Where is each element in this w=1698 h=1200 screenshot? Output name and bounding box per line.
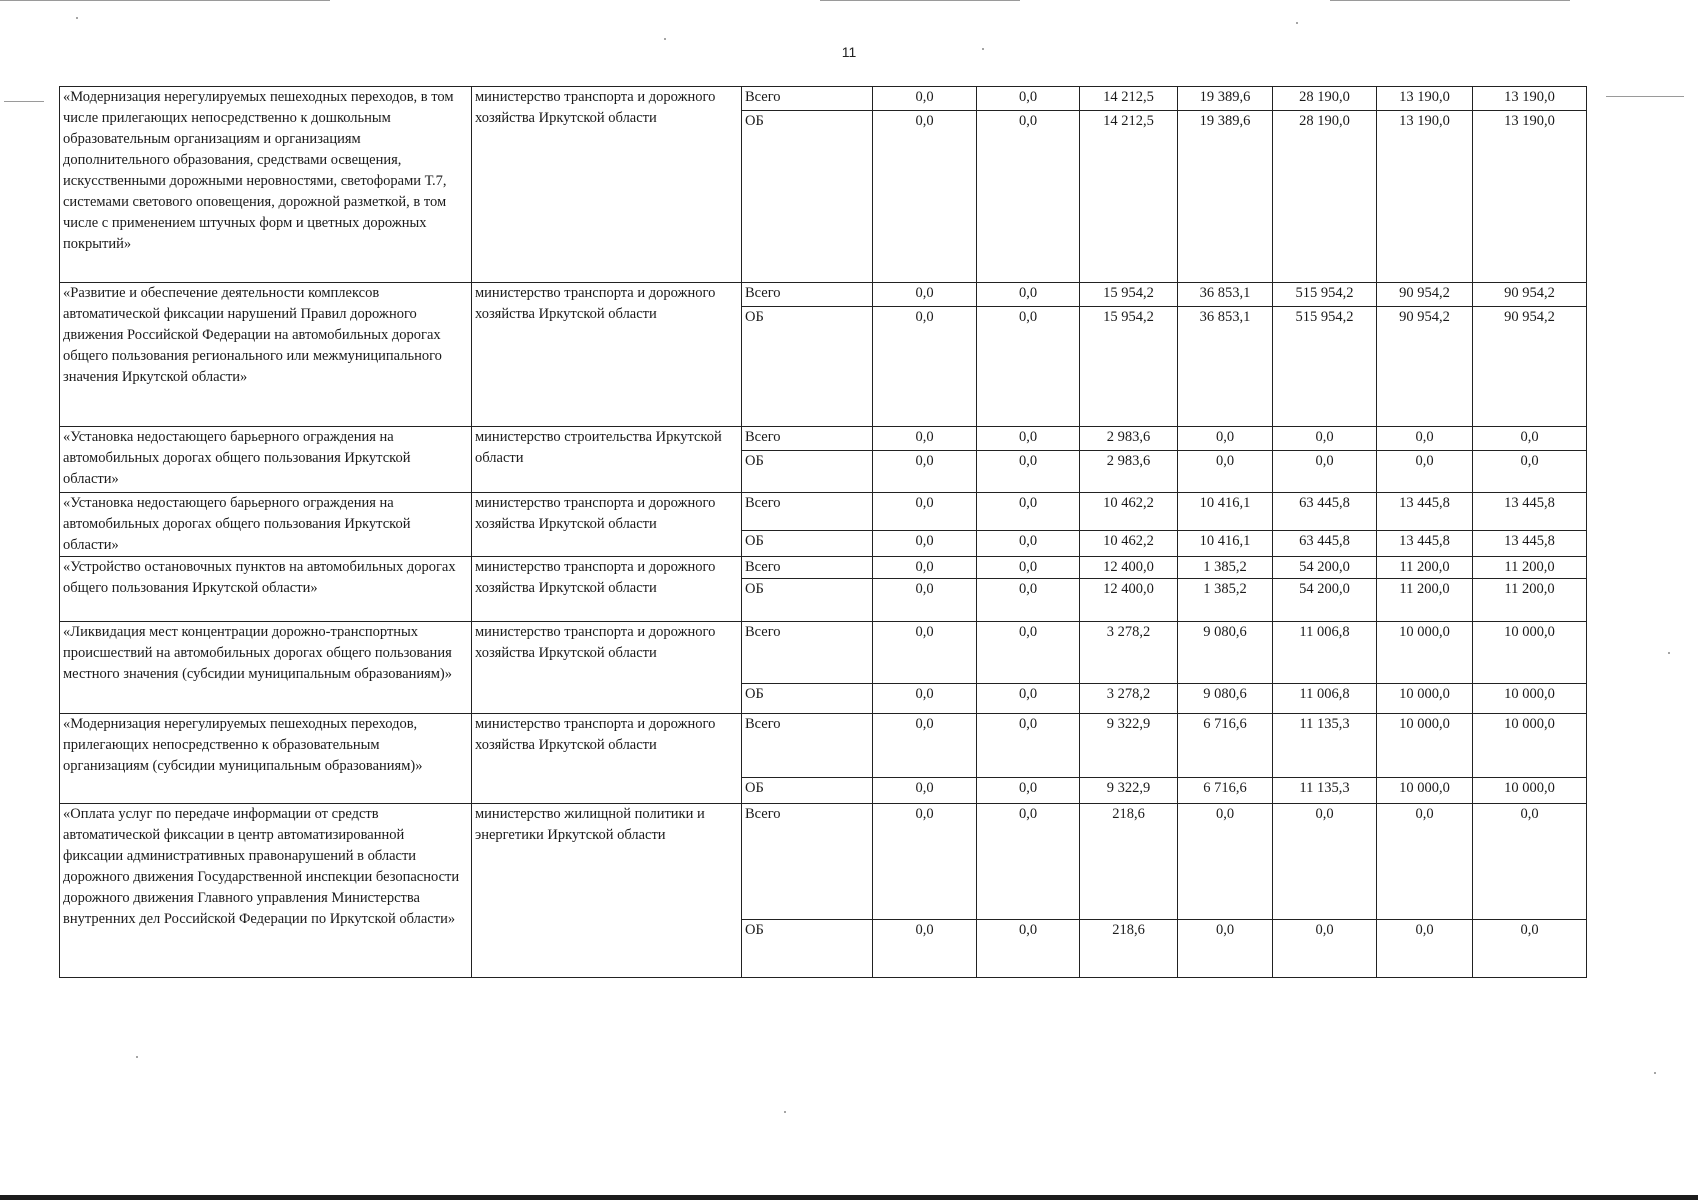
value-cell: 3 278,2 [1080,622,1178,684]
table-row [60,87,1587,111]
value-cell: 10 000,0 [1473,778,1587,804]
page-number: 11 [841,44,857,60]
value-cell: 12 400,0 [1080,557,1178,579]
value-cell: 10 000,0 [1473,714,1587,778]
value-cell: 515 954,2 [1273,307,1377,427]
responsible-executor-cell: министерство жилищной политики и энергетики Иркутской области [472,804,742,978]
value-cell: 13 190,0 [1377,87,1473,111]
funding-source-ob: ОБ [742,778,873,804]
value-cell: 13 445,8 [1377,531,1473,557]
value-cell: 0,0 [977,684,1080,714]
value-cell: 13 445,8 [1473,493,1587,531]
scan-dot [784,1111,786,1113]
value-cell: 1 385,2 [1178,579,1273,622]
value-cell: 0,0 [1273,804,1377,920]
value-cell: 3 278,2 [1080,684,1178,714]
value-cell: 0,0 [873,87,977,111]
funding-source-ob: ОБ [742,111,873,283]
measure-name-cell: «Оплата услуг по передаче информации от средств автоматической фиксации в центр автоматизированной фиксации административных правонарушений в области дорожного движения Государственной инспекции безопасности дорожного движения Главного управления Министерства внутренних дел Российской Федерации по Иркутской области» [60,804,472,978]
value-cell: 0,0 [1178,804,1273,920]
funding-source-ob: ОБ [742,684,873,714]
table-row [60,283,1587,307]
value-cell: 0,0 [873,111,977,283]
value-cell: 0,0 [873,557,977,579]
table-row [60,493,1587,531]
scan-dot [1668,652,1670,654]
value-cell: 19 389,6 [1178,111,1273,283]
value-cell: 0,0 [977,579,1080,622]
value-cell: 10 000,0 [1473,684,1587,714]
measure-name-cell: «Развитие и обеспечение деятельности комплексов автоматической фиксации нарушений Правил дорожного движения Российской Федерации на автомобильных дорогах общего пользования регионального или межмуниципального значения Иркутской области» [60,283,472,427]
table-row [60,804,1587,920]
value-cell: 15 954,2 [1080,307,1178,427]
value-cell: 0,0 [1273,451,1377,493]
value-cell: 90 954,2 [1377,283,1473,307]
value-cell: 515 954,2 [1273,283,1377,307]
measure-name-cell: «Модернизация нерегулируемых пешеходных переходов, в том числе прилегающих непосредственно к дошкольным образовательным организациям и организациям дополнительного образования, средствами освещения, искусственными дорожными неровностями, светофорами Т.7, системами светового оповещения, дорожной разметкой, в том числе с применением штучных форм и цветных дорожных покрытий» [60,87,472,283]
responsible-executor-cell: министерство транспорта и дорожного хозяйства Иркутской области [472,87,742,283]
value-cell: 0,0 [873,531,977,557]
value-cell: 0,0 [1273,427,1377,451]
funding-source-ob: ОБ [742,920,873,978]
value-cell: 0,0 [977,111,1080,283]
measure-name-cell: «Установка недостающего барьерного ограждения на автомобильных дорогах общего пользования Иркутской области» [60,493,472,557]
value-cell: 0,0 [1377,920,1473,978]
table-row [60,557,1587,579]
value-cell: 0,0 [977,557,1080,579]
value-cell: 10 000,0 [1473,622,1587,684]
value-cell: 0,0 [873,493,977,531]
value-cell: 6 716,6 [1178,714,1273,778]
value-cell: 218,6 [1080,804,1178,920]
value-cell: 11 135,3 [1273,714,1377,778]
value-cell: 11 135,3 [1273,778,1377,804]
funding-source-ob: ОБ [742,451,873,493]
value-cell: 54 200,0 [1273,557,1377,579]
scan-dot [1654,1072,1656,1074]
funding-source-total: Всего [742,283,873,307]
value-cell: 0,0 [977,427,1080,451]
responsible-executor-cell: министерство строительства Иркутской области [472,427,742,493]
scan-dot [1296,22,1298,24]
value-cell: 0,0 [977,531,1080,557]
value-cell: 0,0 [873,451,977,493]
scan-dot [664,38,666,40]
value-cell: 28 190,0 [1273,87,1377,111]
value-cell: 10 000,0 [1377,622,1473,684]
measure-name-cell: «Ликвидация мест концентрации дорожно-транспортных происшествий на автомобильных дорогах общего пользования местного значения (субсидии муниципальным образованиям)» [60,622,472,714]
responsible-executor-cell: министерство транспорта и дорожного хозяйства Иркутской области [472,622,742,714]
value-cell: 0,0 [977,283,1080,307]
value-cell: 13 445,8 [1377,493,1473,531]
funding-source-ob: ОБ [742,531,873,557]
value-cell: 10 416,1 [1178,531,1273,557]
scan-bottom-edge [0,1195,1698,1200]
value-cell: 54 200,0 [1273,579,1377,622]
value-cell: 0,0 [977,714,1080,778]
value-cell: 0,0 [1473,451,1587,493]
measure-name-cell: «Установка недостающего барьерного ограждения на автомобильных дорогах общего пользования Иркутской области» [60,427,472,493]
value-cell: 63 445,8 [1273,531,1377,557]
value-cell: 0,0 [873,427,977,451]
value-cell: 14 212,5 [1080,111,1178,283]
value-cell: 9 080,6 [1178,684,1273,714]
value-cell: 10 462,2 [1080,531,1178,557]
scan-mark [1606,96,1684,97]
value-cell: 1 385,2 [1178,557,1273,579]
value-cell: 9 322,9 [1080,778,1178,804]
responsible-executor-cell: министерство транспорта и дорожного хозяйства Иркутской области [472,283,742,427]
scan-mark [1330,0,1570,1]
funding-source-total: Всего [742,493,873,531]
value-cell: 11 006,8 [1273,622,1377,684]
scan-mark [820,0,1020,1]
table-row [60,427,1587,451]
value-cell: 19 389,6 [1178,87,1273,111]
value-cell: 0,0 [977,493,1080,531]
value-cell: 13 190,0 [1473,87,1587,111]
funding-source-total: Всего [742,557,873,579]
scan-mark [0,0,330,1]
value-cell: 2 983,6 [1080,451,1178,493]
measure-name-cell: «Модернизация нерегулируемых пешеходных переходов, прилегающих непосредственно к образовательным организациям (субсидии муниципальным образованиям)» [60,714,472,804]
responsible-executor-cell: министерство транспорта и дорожного хозяйства Иркутской области [472,714,742,804]
value-cell: 0,0 [1473,427,1587,451]
funding-source-total: Всего [742,622,873,684]
value-cell: 0,0 [873,920,977,978]
value-cell: 0,0 [977,622,1080,684]
budget-table [59,86,1587,978]
value-cell: 0,0 [873,714,977,778]
value-cell: 11 006,8 [1273,684,1377,714]
value-cell: 10 462,2 [1080,493,1178,531]
funding-source-total: Всего [742,804,873,920]
value-cell: 13 445,8 [1473,531,1587,557]
measure-name-cell: «Устройство остановочных пунктов на автомобильных дорогах общего пользования Иркутской области» [60,557,472,622]
funding-source-total: Всего [742,427,873,451]
value-cell: 0,0 [873,684,977,714]
responsible-executor-cell: министерство транспорта и дорожного хозяйства Иркутской области [472,557,742,622]
value-cell: 0,0 [873,283,977,307]
value-cell: 0,0 [1178,427,1273,451]
value-cell: 9 322,9 [1080,714,1178,778]
scan-mark [4,101,44,102]
value-cell: 10 000,0 [1377,714,1473,778]
value-cell: 0,0 [1473,804,1587,920]
value-cell: 0,0 [977,920,1080,978]
value-cell: 90 954,2 [1473,283,1587,307]
value-cell: 0,0 [977,451,1080,493]
value-cell: 90 954,2 [1473,307,1587,427]
value-cell: 10 000,0 [1377,684,1473,714]
value-cell: 0,0 [977,778,1080,804]
value-cell: 0,0 [1273,920,1377,978]
value-cell: 13 190,0 [1377,111,1473,283]
value-cell: 0,0 [873,778,977,804]
funding-source-total: Всего [742,714,873,778]
table-row [60,622,1587,684]
value-cell: 0,0 [1377,804,1473,920]
value-cell: 90 954,2 [1377,307,1473,427]
scan-dot [76,17,78,19]
value-cell: 0,0 [1377,427,1473,451]
value-cell: 28 190,0 [1273,111,1377,283]
value-cell: 2 983,6 [1080,427,1178,451]
value-cell: 10 000,0 [1377,778,1473,804]
value-cell: 0,0 [1473,920,1587,978]
value-cell: 0,0 [977,307,1080,427]
value-cell: 0,0 [977,87,1080,111]
value-cell: 11 200,0 [1473,557,1587,579]
value-cell: 11 200,0 [1473,579,1587,622]
value-cell: 6 716,6 [1178,778,1273,804]
scan-dot [982,48,984,50]
value-cell: 0,0 [1178,920,1273,978]
value-cell: 0,0 [873,622,977,684]
value-cell: 12 400,0 [1080,579,1178,622]
responsible-executor-cell: министерство транспорта и дорожного хозяйства Иркутской области [472,493,742,557]
table-row [60,714,1587,778]
funding-source-ob: ОБ [742,579,873,622]
value-cell: 0,0 [1178,451,1273,493]
value-cell: 36 853,1 [1178,307,1273,427]
value-cell: 13 190,0 [1473,111,1587,283]
funding-source-ob: ОБ [742,307,873,427]
value-cell: 36 853,1 [1178,283,1273,307]
value-cell: 14 212,5 [1080,87,1178,111]
value-cell: 11 200,0 [1377,557,1473,579]
value-cell: 0,0 [977,804,1080,920]
scan-dot [136,1056,138,1058]
value-cell: 218,6 [1080,920,1178,978]
funding-source-total: Всего [742,87,873,111]
value-cell: 11 200,0 [1377,579,1473,622]
value-cell: 15 954,2 [1080,283,1178,307]
value-cell: 9 080,6 [1178,622,1273,684]
value-cell: 0,0 [873,307,977,427]
value-cell: 10 416,1 [1178,493,1273,531]
value-cell: 63 445,8 [1273,493,1377,531]
value-cell: 0,0 [1377,451,1473,493]
value-cell: 0,0 [873,579,977,622]
value-cell: 0,0 [873,804,977,920]
